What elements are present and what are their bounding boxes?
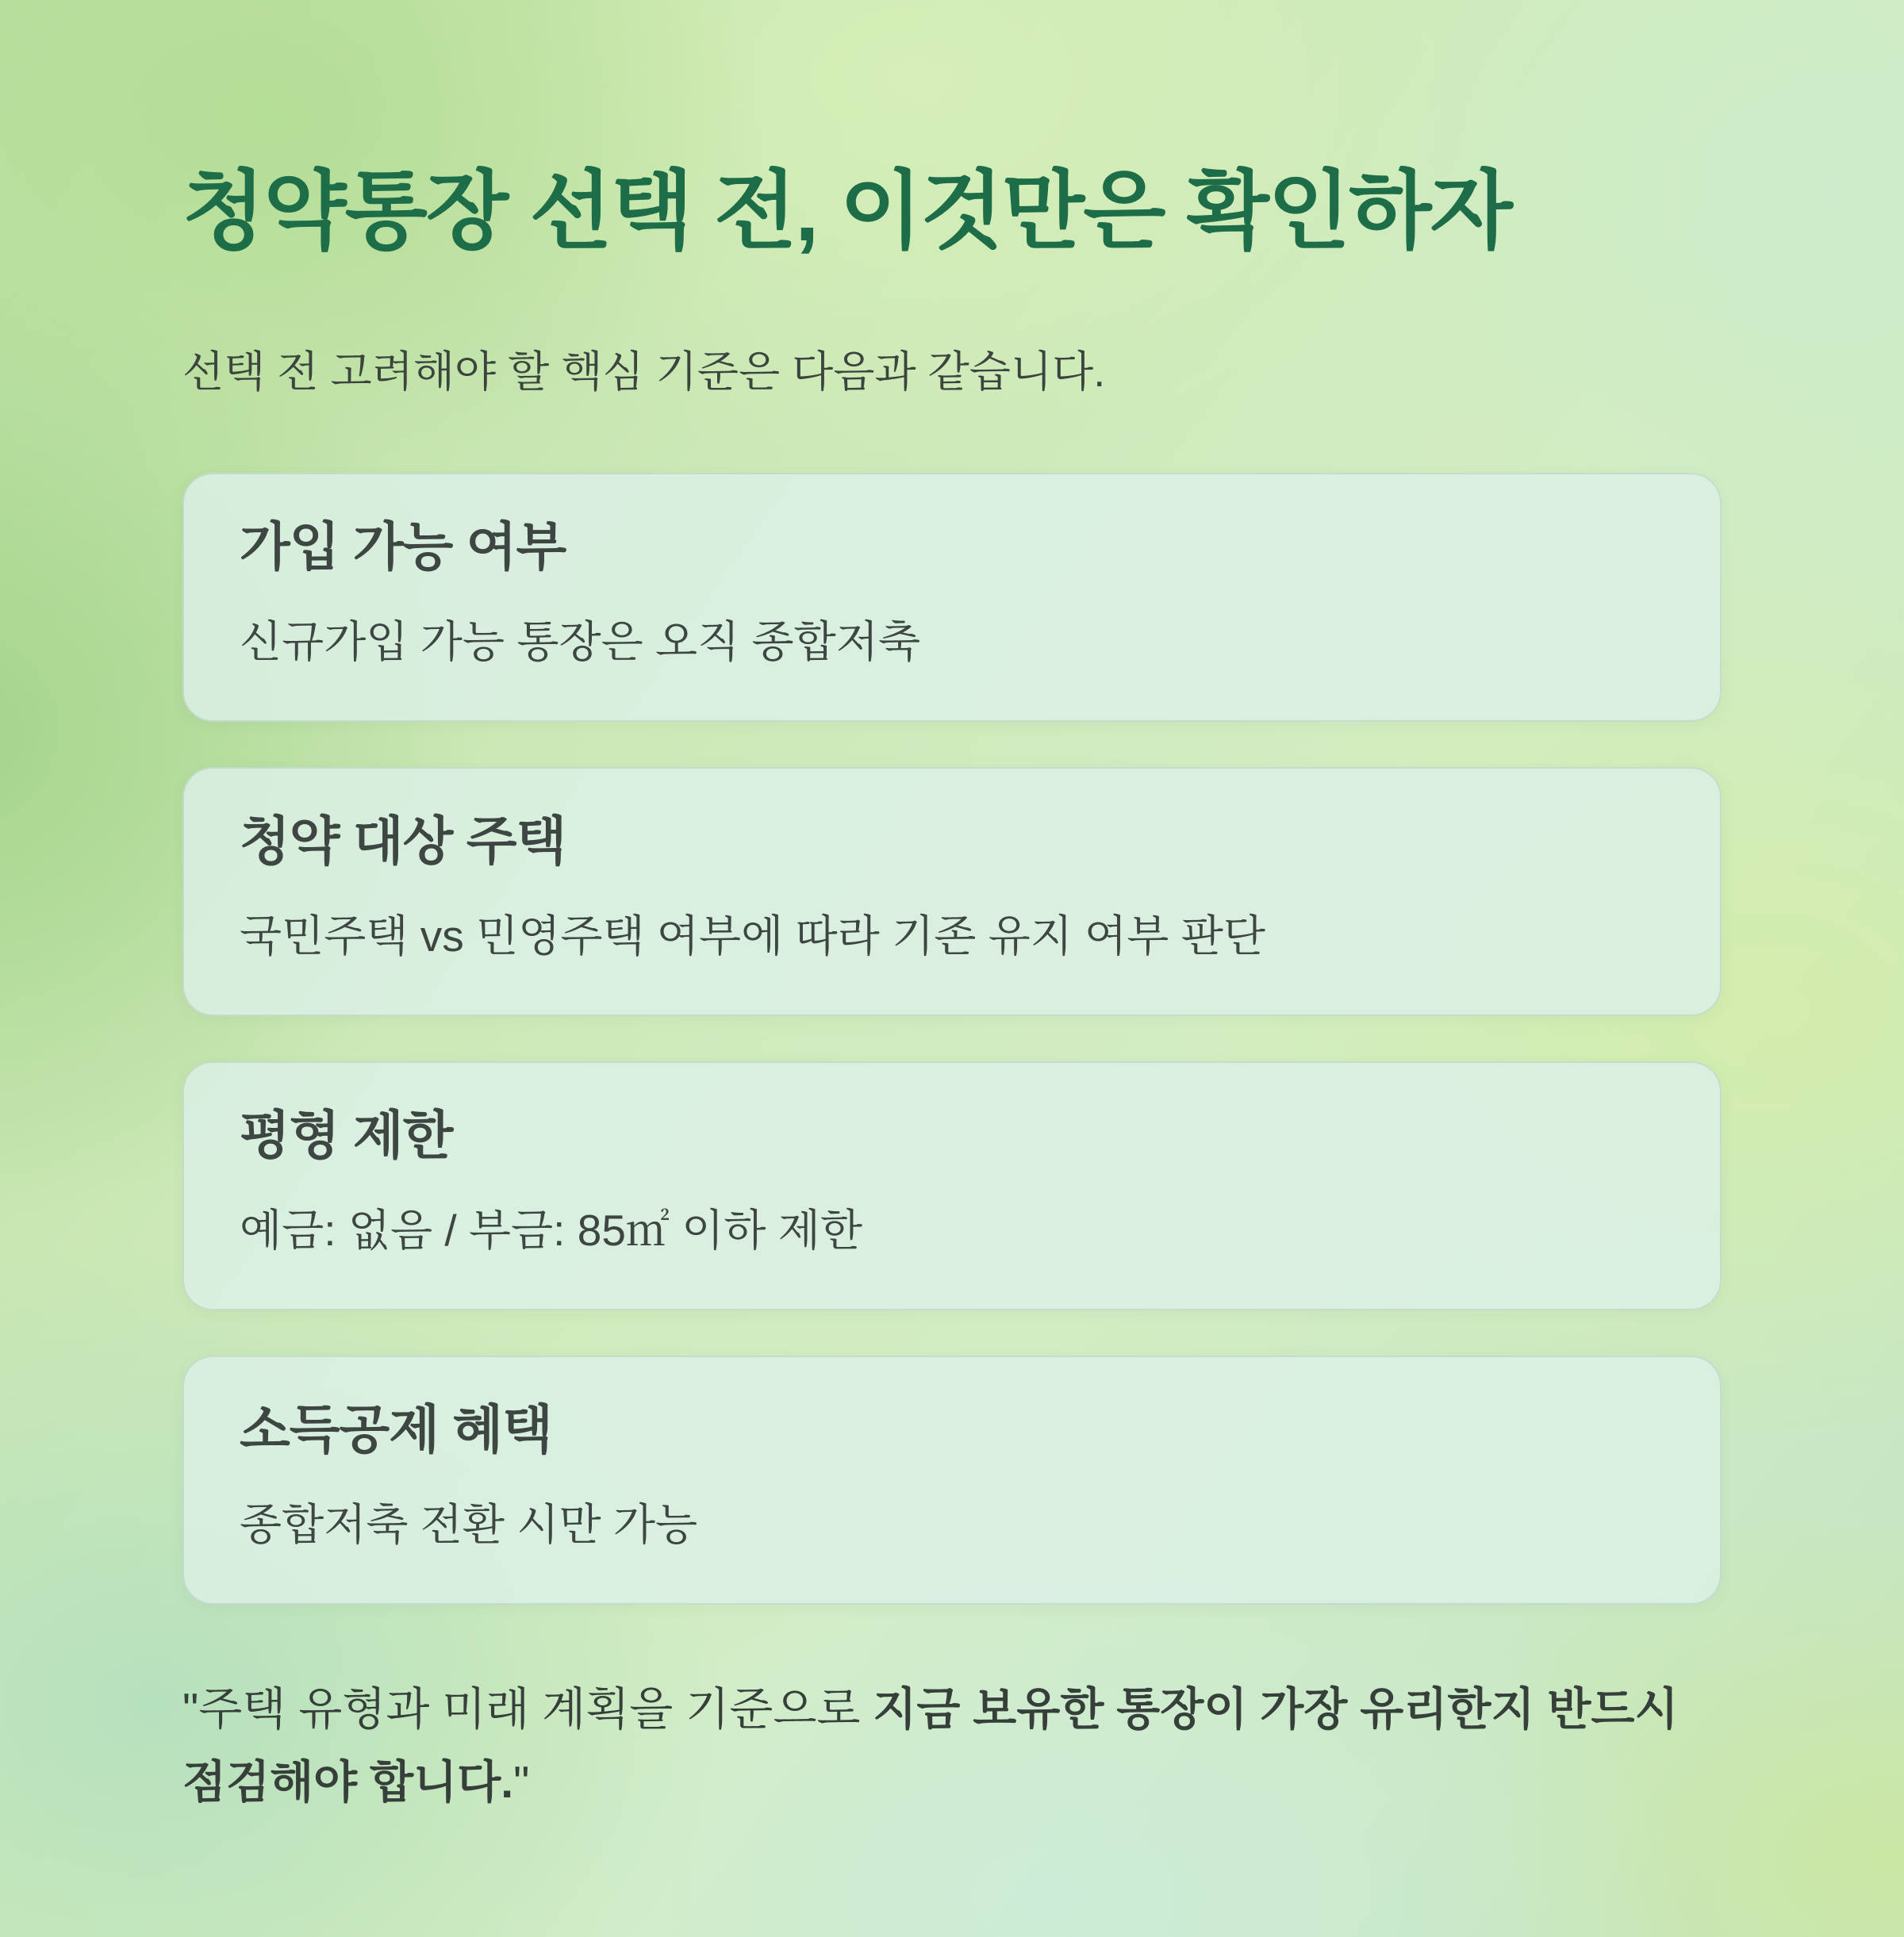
card-eligibility-title: 가입 가능 여부 — [240, 516, 566, 576]
closing-quote — [182, 1673, 1722, 1820]
page-title: 청약통장 선택 전, 이것만은 확인하자 — [182, 163, 1511, 259]
card-target-housing-body: 국민주택 vs 민영주택 여부에 따라 기존 유지 여부 판단 — [240, 911, 1265, 961]
card-eligibility-body: 신규가입 가능 통장은 오직 종합저축 — [240, 617, 921, 667]
card-size-limit-body: 예금: 없음 / 부금: 85㎡ 이하 제한 — [240, 1206, 863, 1256]
card-size-limit — [182, 1061, 1722, 1310]
card-eligibility — [182, 473, 1722, 722]
infographic-page — [182, 0, 1722, 1820]
closing-quote-suffix: " — [513, 1757, 530, 1809]
card-target-housing-title: 청약 대상 주택 — [240, 811, 566, 870]
card-tax-deduction-body: 종합저축 전환 시만 가능 — [240, 1500, 698, 1550]
card-target-housing — [182, 767, 1722, 1016]
closing-quote-bold: 지금 보유한 통장이 가장 유리한지 반드시 점검해야 합니다. — [182, 1683, 1679, 1809]
closing-quote-prefix: "주택 유형과 미래 계획을 기준으로 — [182, 1683, 873, 1735]
criteria-card-list — [182, 473, 1722, 1605]
card-size-limit-title: 평형 제한 — [240, 1105, 453, 1164]
card-tax-deduction — [182, 1356, 1722, 1605]
card-tax-deduction-title: 소득공제 혜택 — [240, 1399, 552, 1459]
page-subtitle: 선택 전 고려해야 할 핵심 기준은 다음과 같습니다. — [182, 348, 1106, 397]
